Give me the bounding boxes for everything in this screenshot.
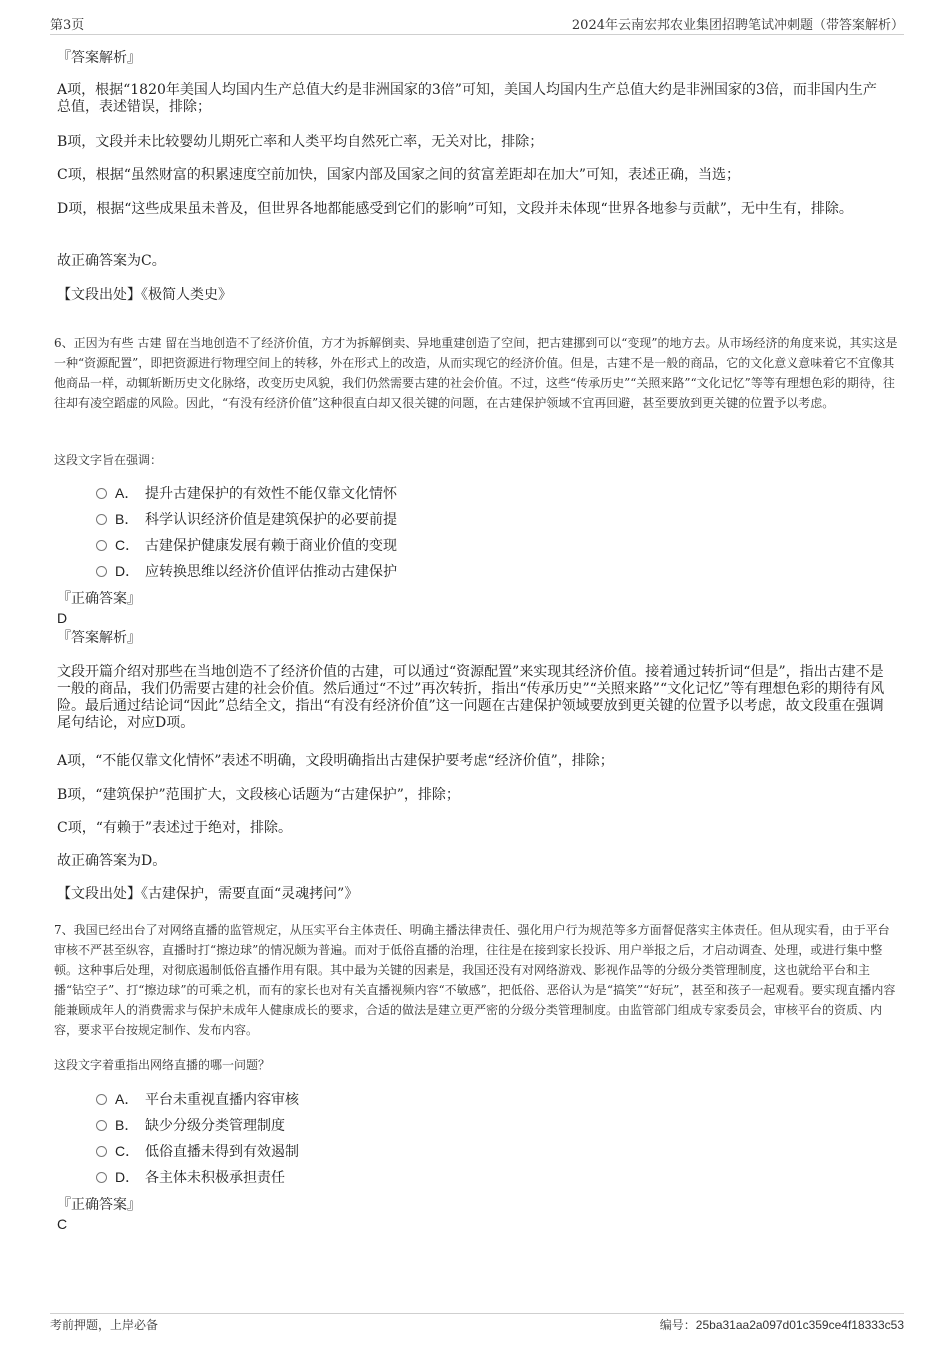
q5-analysis-label: 『答案解析』 [57,50,141,66]
q6-correct-answer: D [57,610,68,626]
q6-correct-label: 『正确答案』 [57,591,141,607]
q7-correct-label: 『正确答案』 [57,1197,141,1213]
q7-option-b[interactable]: B． 缺少分级分类管理制度 [96,1115,285,1136]
radio-icon[interactable] [96,514,107,525]
q7-question: 这段文字着重指出网络直播的哪一问题？ [54,1058,271,1072]
q7-option-d[interactable]: D． 各主体未积极承担责任 [96,1167,285,1188]
q6-source: 【文段出处】《古建保护，需要直面“灵魂拷问”》 [57,886,359,902]
q6-option-d[interactable]: D． 应转换思维以经济价值评估推动古建保护 [96,561,397,582]
radio-icon[interactable] [96,1172,107,1183]
page-footer [50,1313,904,1332]
q5-conclusion: 故正确答案为C。 [57,253,166,269]
radio-icon[interactable] [96,566,107,577]
q6-analysis-label: 『答案解析』 [57,630,141,646]
q5-analysis-a: A项，根据“1820年美国人均国内生产总值大约是非洲国家的3倍”可知，美国人均国内生产总值大约是非洲国家的3倍，而非国内生产总值，表述错误，排除； [57,82,877,115]
q7-option-c[interactable]: C． 低俗直播未得到有效遏制 [96,1141,299,1162]
q6-analysis-b: B项，“建筑保护”范围扩大，文段核心话题为“古建保护”，排除； [57,787,460,803]
radio-icon[interactable] [96,1146,107,1157]
q6-stem: 6、正因为有些 古建 留在当地创造不了经济价值，方才为拆解倒卖、异地重建创造了空间，把古建挪到可以“变现”的地方去。从市场经济的角度来说，其实这是一种“资源配置”，即把资源进行物理空间上的转移，外在形式上的改造，从而实现它的经济价值。但是，古建不是一般的商品，它的文化意义意味着它不宜像其他商品一样，动辄斩断历史文化脉络，改变历史风貌，我们仍然需要古建的社会价值。不过，这些“传承历史”“关照来路”“文化记忆”等等有理想色彩的期待，往往却有凌空蹈虚的风险。因此，“有没有经济价值”这种很直白却又很关键的问题，在古建保护领域不宜再回避，甚至要放到更关键的位置予以考虑。 [54,336,898,410]
q7-correct-answer: C [57,1216,68,1232]
q5-source: 【文段出处】《极简人类史》 [57,287,232,303]
document-title: 2024年云南宏邦农业集团招聘笔试冲刺题（带答案解析） [571,18,904,33]
radio-icon[interactable] [96,488,107,499]
radio-icon[interactable] [96,1094,107,1105]
page-number: 第3页 [50,18,85,33]
q6-option-c[interactable]: C． 古建保护健康发展有赖于商业价值的变现 [96,535,397,556]
code-value: 25ba31aa2a097d01c359ce4f18333c53 [695,1318,904,1332]
q6-conclusion: 故正确答案为D。 [57,853,167,869]
q7-option-a[interactable]: A． 平台未重视直播内容审核 [96,1089,299,1110]
q6-analysis-a: A项，“不能仅靠文化情怀”表述不明确，文段明确指出古建保护要考虑“经济价值”，排除； [57,753,614,769]
q6-analysis-body: 文段开篇介绍对那些在当地创造不了经济价值的古建，可以通过“资源配置”来实现其经济价值。接着通过转折词“但是”，指出古建不是一般的商品，我们仍需要古建的社会价值。然后通过“不过”再次转折，指出“传承历史”“关照来路”“文化记忆”等有理想色彩的期待有风险。最后通过结论词“因此”总结全文，指出“有没有经济价值”这一问题在古建保护领域要放到更关键的位置予以考虑，故文段重在强调尾句结论，对应D项。 [57,664,885,731]
q6-option-b[interactable]: B． 科学认识经济价值是建筑保护的必要前提 [96,509,397,530]
code-label: 编号： [659,1318,696,1332]
q5-analysis-d: D项，根据“这些成果虽未普及，但世界各地都能感受到它们的影响”可知，文段并未体现“世界各地参与贡献”，无中生有，排除。 [57,201,853,217]
q7-stem: 7、我国已经出台了对网络直播的监管规定，从压实平台主体责任、明确主播法律责任、强化用户行为规范等多方面督促落实主体责任。但从现实看，由于平台审核不严甚至纵容，直播时打“擦边球”的情况颇为普遍。而对于低俗直播的治理，往往是在接到家长投诉、用户举报之后，才启动调查、处理，或进行集中整顿。这种事后处理，对彻底遏制低俗直播作用有限。其中最为关键的因素是，我国还没有对网络游戏、影视作品等的分级分类管理制度，这也就给平台和主播“钻空子”、打“擦边球”的可乘之机，而有的家长也对有关直播视频内容“不敏感”，把低俗、恶俗认为是“搞笑”“好玩”，甚至和孩子一起观看。要实现直播内容能兼顾成年人的消费需求与保护未成年人健康成长的要求，合适的做法是建立更严密的分级分类管理制度。由监管部门组成专家委员会，审核平台的资质、内容，要求平台按规定制作、发布内容。 [54,923,896,1037]
radio-icon[interactable] [96,540,107,551]
q6-question: 这段文字旨在强调： [54,453,163,467]
document-code [660,1316,904,1333]
footer-slogan: 考前押题，上岸必备 [50,1318,159,1332]
q6-option-a[interactable]: A． 提升古建保护的有效性不能仅靠文化情怀 [96,483,397,504]
q6-analysis-c: C项，“有赖于”表述过于绝对，排除。 [57,820,293,836]
q5-analysis-b: B项，文段并未比较婴幼儿期死亡率和人类平均自然死亡率，无关对比，排除； [57,134,544,150]
q5-analysis-c: C项，根据“虽然财富的积累速度空前加快，国家内部及国家之间的贫富差距却在加大”可知，表述正确，当选； [57,167,741,183]
page-header [50,14,904,35]
radio-icon[interactable] [96,1120,107,1131]
